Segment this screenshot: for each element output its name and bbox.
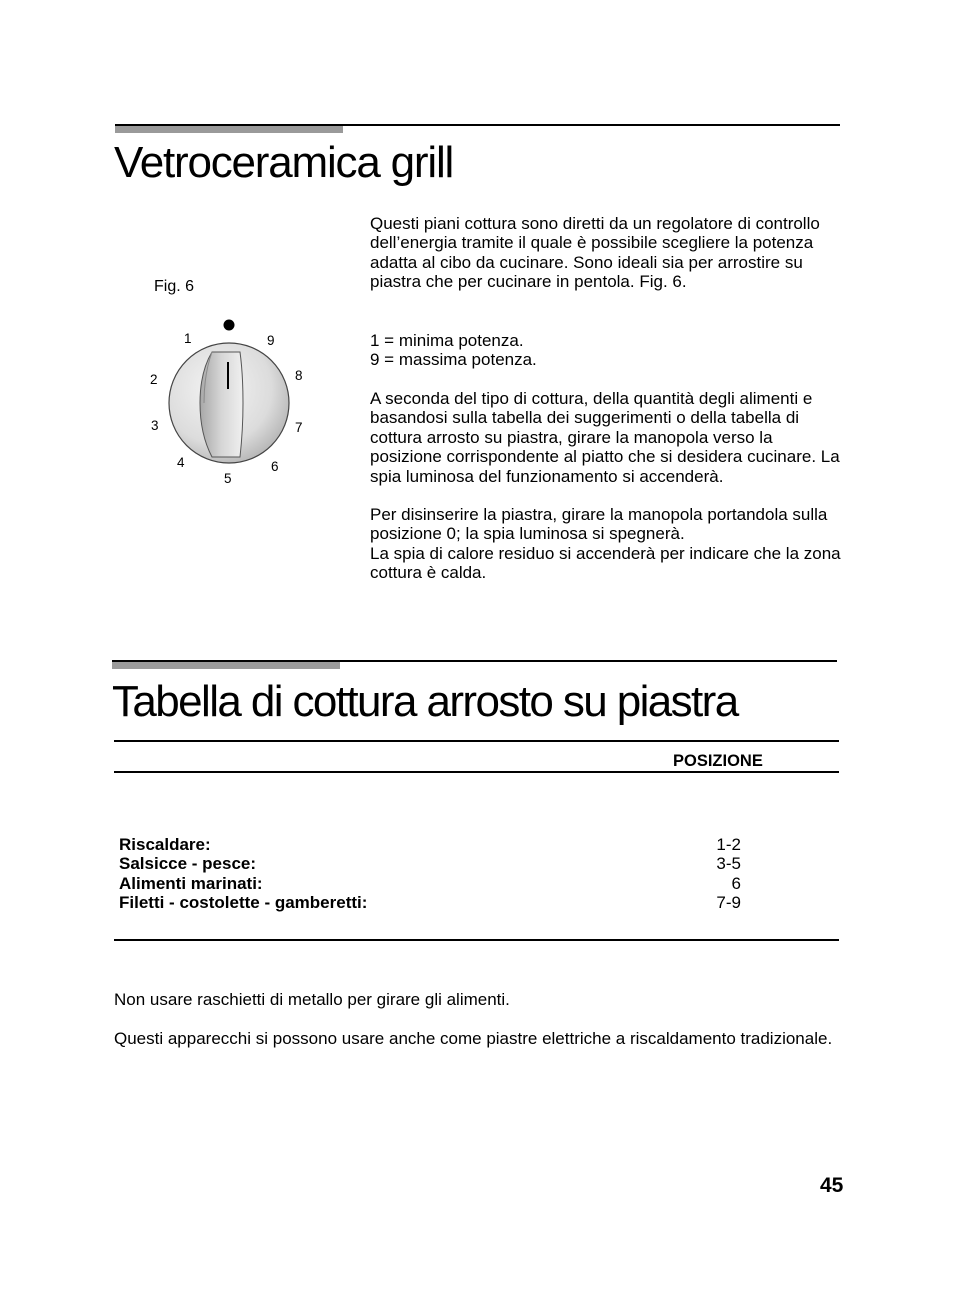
dial-number-8: 8 (295, 368, 303, 383)
table-row-value: 1-2 (716, 835, 741, 854)
section2-title: Tabella di cottura arrosto su piastra (112, 677, 738, 726)
section1-instructions: A seconda del tipo di cottura, della quantità degli alimenti e basandosi sulla tabella dei suggerimenti o della tabella di cottura arrosto su piastra, girare la manopola verso la posizione corrispondente al piatto che si desidera cucinare. La spia luminosa del funzionamento si accenderà. (370, 389, 840, 486)
max-power-line: 9 = massima potenza. (370, 350, 537, 369)
table-row-label: Filetti - costolette - gamberetti: (119, 893, 368, 912)
section1-title: Vetroceramica grill (114, 138, 454, 187)
table-row-value: 3-5 (716, 854, 741, 873)
dial-number-9: 9 (267, 333, 275, 348)
dial-number-2: 2 (150, 372, 158, 387)
knob-grip (200, 352, 243, 457)
table-row (119, 835, 741, 855)
figure-label: Fig. 6 (154, 278, 195, 295)
dial-number-6: 6 (271, 459, 279, 474)
table-column-header: POSIZIONE (673, 752, 763, 770)
dial-number-3: 3 (151, 418, 159, 433)
section1-residual-heat: La spia di calore residuo si accenderà per indicare che la zona cottura è calda. (370, 544, 841, 583)
table-row (119, 854, 741, 874)
table-bottom-rule (114, 939, 839, 941)
table-row-label: Salsicce - pesce: (119, 854, 257, 873)
control-knob-figure (140, 312, 330, 512)
dial-number-1: 1 (184, 331, 192, 346)
position-indicator-dot (224, 320, 235, 331)
table-row (119, 893, 741, 913)
table-header-rule (114, 771, 839, 773)
table-row-label: Riscaldare: (119, 835, 211, 854)
min-power-line: 1 = minima potenza. (370, 331, 524, 350)
section1-rule (115, 124, 840, 126)
section2-accent-bar (112, 662, 340, 669)
page-number: 45 (820, 1174, 844, 1197)
section1-accent-bar (115, 126, 343, 133)
table-row-value: 7-9 (716, 893, 741, 912)
note-no-metal-scrapers: Non usare raschietti di metallo per girare gli alimenti. (114, 990, 510, 1009)
dial-number-7: 7 (295, 420, 303, 435)
table-top-rule (114, 740, 839, 742)
note-traditional-use: Questi apparecchi si possono usare anche come piastre elettriche a riscaldamento tradizionale. (114, 1029, 833, 1048)
table-row-value: 6 (731, 874, 741, 893)
dial-number-4: 4 (177, 455, 185, 470)
section1-intro: Questi piani cottura sono diretti da un regolatore di controllo dell’energia tramite il quale è possibile scegliere la potenza adatta al cibo da cucinare. Sono ideali sia per arrostire su piastra che per cucinare in pentola. Fig. 6. (370, 214, 820, 292)
dial-number-5: 5 (224, 471, 232, 486)
section2-rule (112, 660, 837, 662)
section1-turn-off: Per disinserire la piastra, girare la manopola portandola sulla posizione 0; la spia luminosa si spegnerà. (370, 505, 828, 544)
table-row (119, 874, 741, 894)
table-row-label: Alimenti marinati: (119, 874, 263, 893)
